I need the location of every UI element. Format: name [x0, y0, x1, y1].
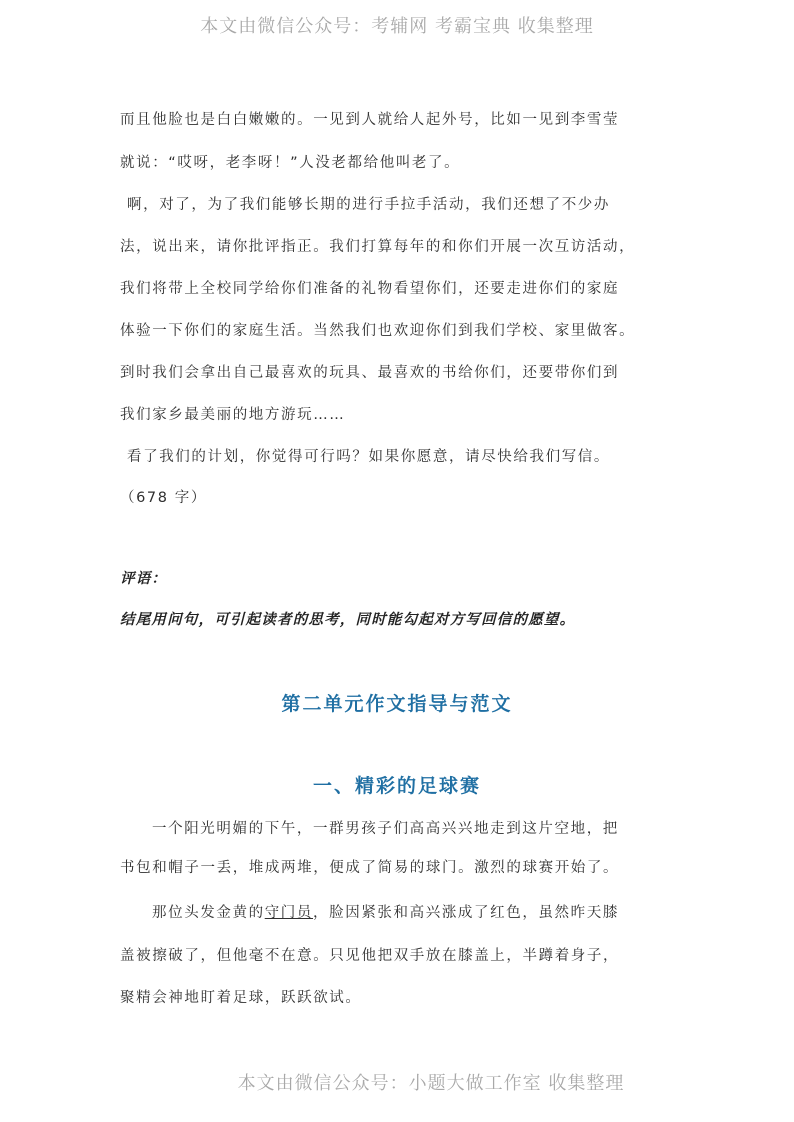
- footer-watermark: 本文由微信公众号：小题大做工作室 收集整理: [237, 1073, 625, 1094]
- essay-text: 那位头发金黄的: [152, 905, 265, 921]
- letter-line: 体验一下你们的家庭生活。当然我们也欢迎你们到我们学校、家里做客。: [120, 323, 636, 339]
- letter-line: 我们家乡最美丽的地方游玩……: [120, 407, 346, 423]
- letter-line: 法，说出来，请你批评指正。我们打算每年的和你们开展一次互访活动，: [120, 239, 636, 255]
- essay-text: ，脸因紧张和高兴涨成了红色，虽然昨天膝: [313, 905, 619, 921]
- letter-line: 我们将带上全校同学给你们准备的礼物看望你们，还要走进你们的家庭: [120, 281, 620, 297]
- essay-line: 书包和帽子一丢，堆成两堆，便成了简易的球门。激烈的球赛开始了。: [120, 860, 620, 876]
- comment-body: 结尾用问句，可引起读者的思考，同时能勾起对方写回信的愿望。: [120, 612, 576, 628]
- word-count: （678 字）: [120, 490, 207, 506]
- underlined-word: 守门员: [264, 905, 314, 921]
- unit-title: 第二单元作文指导与范文: [281, 693, 513, 715]
- essay-line: [152, 901, 619, 922]
- essay-line: 一个阳光明媚的下午，一群男孩子们高高兴兴地走到这片空地，把: [152, 821, 619, 837]
- letter-line: 看了我们的计划，你觉得可行吗？如果你愿意，请尽快给我们写信。: [127, 449, 610, 465]
- comment-label: 评语：: [120, 571, 168, 587]
- letter-line: 而且他脸也是白白嫩嫩的。一见到人就给人起外号，比如一见到李雪莹: [120, 112, 620, 128]
- essay-title: 一、精彩的足球赛: [312, 775, 481, 797]
- letter-line: 就说：“哎呀，老李呀！”人没老都给他叫老了。: [120, 155, 461, 171]
- essay-line: 聚精会神地盯着足球，跃跃欲试。: [120, 990, 362, 1006]
- essay-line: 盖被擦破了，但他毫不在意。只见他把双手放在膝盖上，半蹲着身子，: [120, 948, 620, 964]
- letter-line: 啊，对了，为了我们能够长期的进行手拉手活动，我们还想了不少办: [127, 197, 610, 213]
- header-watermark: 本文由微信公众号：考辅网 考霸宝典 收集整理: [200, 16, 594, 37]
- letter-line: 到时我们会拿出自己最喜欢的玩具、最喜欢的书给你们，还要带你们到: [120, 365, 620, 381]
